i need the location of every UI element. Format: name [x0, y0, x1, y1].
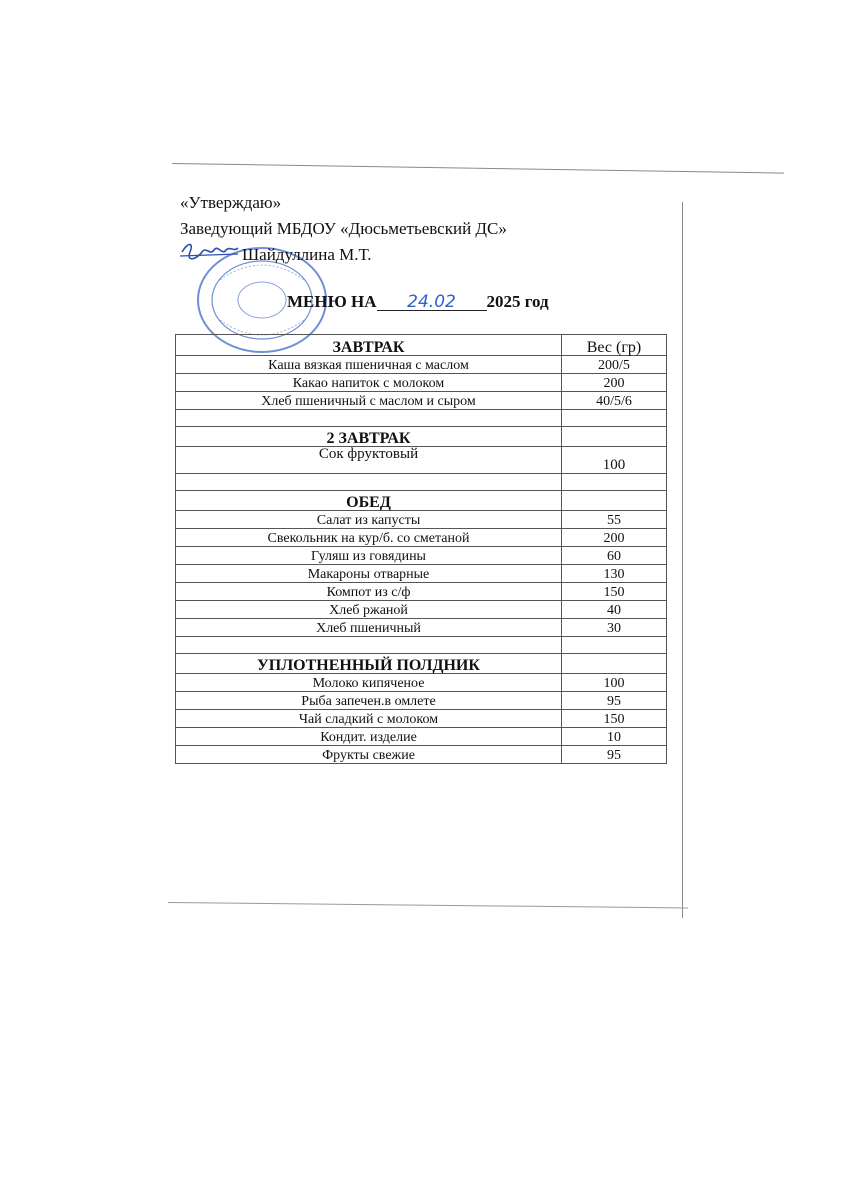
dish-name: Хлеб ржаной [176, 601, 562, 619]
dish-weight: 200/5 [562, 356, 667, 374]
empty-cell [562, 491, 667, 511]
dish-weight: 95 [562, 692, 667, 710]
dish-name: Каша вязкая пшеничная с маслом [176, 356, 562, 374]
empty-cell [562, 410, 667, 427]
dish-name: Хлеб пшеничный с маслом и сыром [176, 392, 562, 410]
dish-weight: 55 [562, 511, 667, 529]
dish-weight: 100 [562, 447, 667, 474]
dish-name: Сок фруктовый [176, 447, 562, 474]
dish-name: Фрукты свежие [176, 746, 562, 764]
dish-weight: 40 [562, 601, 667, 619]
dish-weight: 30 [562, 619, 667, 637]
menu-title-prefix: МЕНЮ НА [287, 292, 377, 311]
dish-name: Кондит. изделие [176, 728, 562, 746]
empty-cell [176, 637, 562, 654]
head-name: Шайдуллина М.Т. [242, 245, 372, 264]
weight-header: Вес (гр) [562, 335, 667, 356]
dish-weight: 10 [562, 728, 667, 746]
signature [178, 238, 240, 264]
menu-title [287, 292, 549, 312]
dish-weight: 40/5/6 [562, 392, 667, 410]
dish-name: Салат из капусты [176, 511, 562, 529]
dish-name: Чай сладкий с молоком [176, 710, 562, 728]
dish-weight: 130 [562, 565, 667, 583]
dish-name: Компот из с/ф [176, 583, 562, 601]
dish-weight: 200 [562, 529, 667, 547]
empty-cell [176, 474, 562, 491]
dish-name: Гуляш из говядины [176, 547, 562, 565]
empty-cell [562, 654, 667, 674]
empty-cell [562, 474, 667, 491]
section-breakfast: ЗАВТРАК [176, 335, 562, 356]
dish-name: Свекольник на кур/б. со сметаной [176, 529, 562, 547]
approval-line-1: «Утверждаю» [180, 193, 282, 212]
empty-cell [176, 410, 562, 427]
dish-name: Хлеб пшеничный [176, 619, 562, 637]
dish-weight: 60 [562, 547, 667, 565]
sheet-top-edge [172, 163, 784, 174]
dish-weight: 150 [562, 710, 667, 728]
section-second-breakfast: 2 ЗАВТРАК [176, 427, 562, 447]
section-lunch: ОБЕД [176, 491, 562, 511]
menu-date: 24.02 [377, 294, 487, 311]
dish-weight: 95 [562, 746, 667, 764]
dish-name: Макароны отварные [176, 565, 562, 583]
approval-line-2: Заведующий МБДОУ «Дюсьметьевский ДС» [180, 219, 507, 238]
menu-table [175, 334, 667, 764]
dish-weight: 100 [562, 674, 667, 692]
dish-name: Рыба запечен.в омлете [176, 692, 562, 710]
empty-cell [562, 427, 667, 447]
sheet-right-edge [682, 202, 683, 918]
dish-name: Молоко кипяченое [176, 674, 562, 692]
dish-name: Какао напиток с молоком [176, 374, 562, 392]
dish-weight: 200 [562, 374, 667, 392]
section-afternoon-snack: УПЛОТНЕННЫЙ ПОЛДНИК [176, 654, 562, 674]
empty-cell [562, 637, 667, 654]
dish-weight: 150 [562, 583, 667, 601]
menu-title-suffix: 2025 год [486, 292, 549, 311]
sheet-bottom-edge [168, 902, 688, 908]
